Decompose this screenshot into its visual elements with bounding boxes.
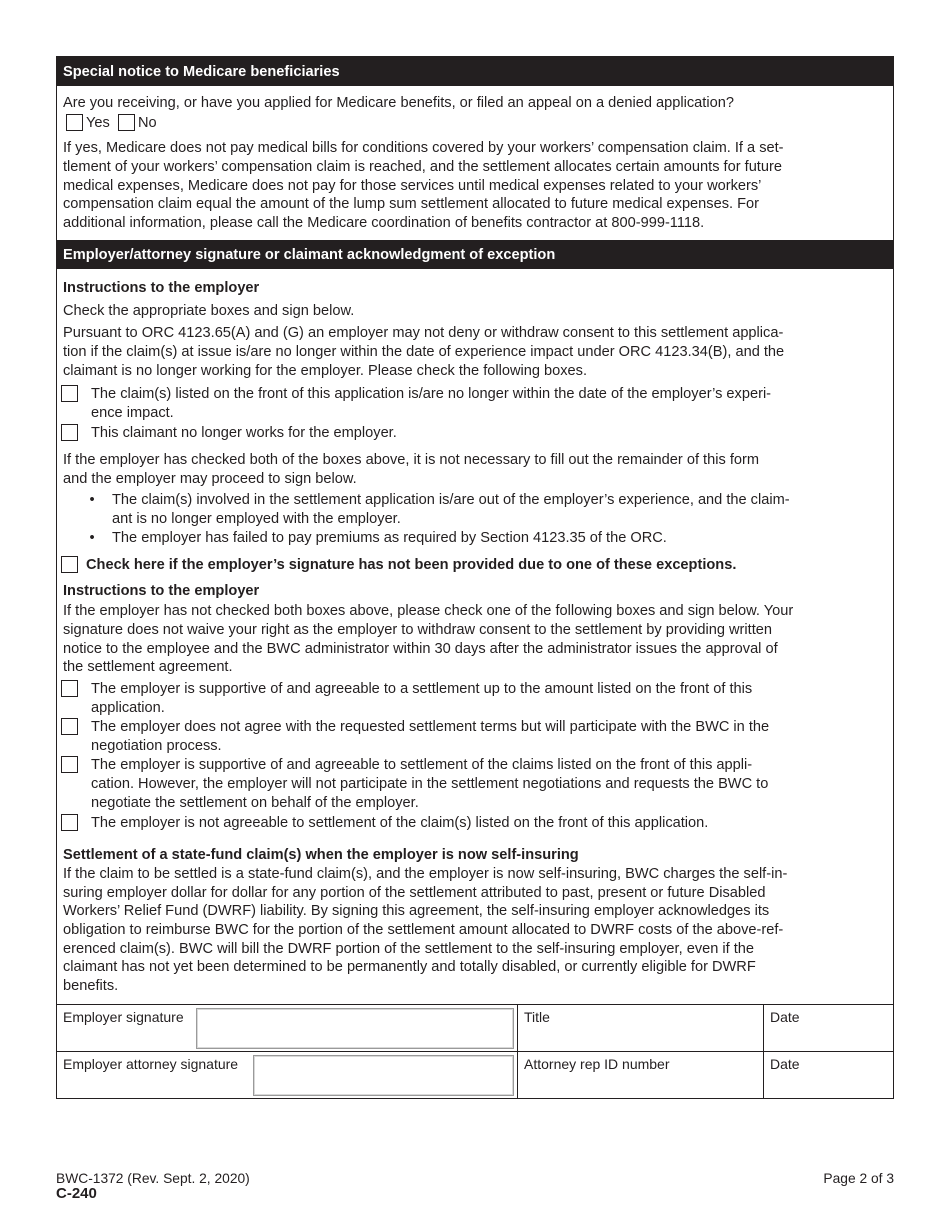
not-agree-participate-checkbox[interactable]: [61, 718, 78, 735]
exception-header: Employer/attorney signature or claimant acknowledgment of exception: [57, 240, 893, 269]
employer-signature-label: Employer signature: [63, 1009, 184, 1025]
attorney-signature-field[interactable]: [253, 1055, 514, 1096]
both-checked-line: and the employer may proceed to sign below.: [63, 471, 357, 487]
attorney-rep-id-field[interactable]: Attorney rep ID number: [524, 1056, 670, 1072]
statefund-line: obligation to reimburse BWC for the portion of the settlement amount allocated to DWRF costs of the above-ref-: [63, 922, 784, 938]
employer-signature-field[interactable]: [196, 1008, 514, 1049]
not-checked-line: the settlement agreement.: [63, 659, 233, 675]
not-checked-line: signature does not waive your right as the employer to withdraw consent to the settlement by providing written: [63, 622, 772, 638]
statefund-heading: Settlement of a state-fund claim(s) when the employer is now self-insuring: [63, 847, 579, 863]
bullet-line: ant is no longer employed with the employer.: [112, 511, 401, 527]
not-checked-line: notice to the employee and the BWC administrator within 30 days after the administrator issues the approval of: [63, 641, 778, 657]
medicare-yes-label: Yes: [86, 115, 110, 131]
medicare-paragraph-line: If yes, Medicare does not pay medical bills for conditions covered by your workers’ compensation claim. If a set-: [63, 140, 784, 156]
bullet-line: The claim(s) involved in the settlement application is/are out of the employer’s experience, and the claim-: [112, 492, 790, 508]
medicare-question: Are you receiving, or have you applied for Medicare benefits, or filed an appeal on a denied application?: [63, 95, 734, 111]
medicare-no-checkbox[interactable]: [118, 114, 135, 131]
exception-checkbox-label: Check here if the employer’s signature has not been provided due to one of these exceptions.: [86, 557, 737, 573]
statefund-line: Workers’ Relief Fund (DWRF) liability. By signing this agreement, the self-insuring employer acknowledges its: [63, 903, 770, 919]
check-instruction: Check the appropriate boxes and sign below.: [63, 303, 355, 319]
supportive-no-participate-checkbox[interactable]: [61, 756, 78, 773]
option-label-line: The employer does not agree with the requested settlement terms but will participate with the BWC in the: [91, 719, 770, 735]
statefund-line: erenced claim(s). BWC will bill the DWRF portion of the settlement to the self-insuring employer, even if the: [63, 941, 755, 957]
medicare-paragraph-line: additional information, please call the Medicare coordination of benefits contractor at 800-999-1118.: [63, 215, 705, 231]
option-label-line: negotiate the settlement on behalf of the employer.: [91, 795, 419, 811]
bullet-line: The employer has failed to pay premiums as required by Section 4123.35 of the ORC.: [112, 530, 667, 546]
statefund-line: suring employer dollar for dollar for any portion of the settlement attributed to past, present or future Disabled: [63, 885, 766, 901]
no-longer-works-label: This claimant no longer works for the employer.: [91, 425, 397, 441]
medicare-paragraph-line: compensation claim equal the amount of the lump sum settlement allocated to future medical expenses. For: [63, 196, 760, 212]
experience-impact-label-line: The claim(s) listed on the front of this application is/are no longer within the date of the employer’s experi-: [91, 386, 772, 402]
attorney-date-field[interactable]: Date: [770, 1056, 800, 1072]
statefund-line: If the claim to be settled is a state-fund claim(s), and the employer is now self-insuring, BWC charges the self-in-: [63, 866, 788, 882]
no-longer-works-checkbox[interactable]: [61, 424, 78, 441]
option-label: The employer is not agreeable to settlement of the claim(s) listed on the front of this application.: [91, 815, 709, 831]
attorney-signature-row: [57, 1052, 893, 1099]
both-checked-line: If the employer has checked both of the boxes above, it is not necessary to fill out the remainder of this form: [63, 452, 760, 468]
attorney-signature-label: Employer attorney signature: [63, 1056, 239, 1072]
bullet-icon: •: [89, 492, 95, 508]
medicare-paragraph-line: tlement of your workers’ compensation claim is reached, and the settlement allocates certain amounts for future: [63, 159, 782, 175]
page-number: Page 2 of 3: [823, 1171, 894, 1186]
not-agreeable-checkbox[interactable]: [61, 814, 78, 831]
supportive-amount-checkbox[interactable]: [61, 680, 78, 697]
statefund-line: benefits.: [63, 978, 119, 994]
not-checked-line: If the employer has not checked both boxes above, please check one of the following boxes and sign below. Your: [63, 603, 794, 619]
form-id: BWC-1372 (Rev. Sept. 2, 2020): [56, 1171, 250, 1186]
signature-table: [57, 1004, 893, 1072]
medicare-no-label: No: [138, 115, 157, 131]
medicare-yes-checkbox[interactable]: [66, 114, 83, 131]
option-label-line: The employer is supportive of and agreeable to settlement of the claims listed on the front of this appli-: [91, 757, 753, 773]
option-label-line: The employer is supportive of and agreeable to a settlement up to the amount listed on the front of this: [91, 681, 753, 697]
form-frame: [56, 56, 894, 1099]
statefund-line: claimant has not yet been determined to be permanently and totally disabled, or currently eligible for DWRF: [63, 959, 756, 975]
medicare-header: Special notice to Medicare beneficiaries: [57, 57, 893, 86]
exception-checkbox[interactable]: [61, 556, 78, 573]
pursuant-line: tion if the claim(s) at issue is/are no longer within the date of experience impact under ORC 4123.34(B), and the: [63, 344, 785, 360]
instructions-heading: Instructions to the employer: [63, 583, 260, 599]
option-label-line: application.: [91, 700, 165, 716]
title-field[interactable]: Title: [524, 1009, 550, 1025]
bullet-icon: •: [89, 530, 95, 546]
instructions-heading: Instructions to the employer: [63, 280, 260, 296]
option-label-line: negotiation process.: [91, 738, 222, 754]
experience-impact-checkbox[interactable]: [61, 385, 78, 402]
pursuant-line: Pursuant to ORC 4123.65(A) and (G) an employer may not deny or withdraw consent to this settlement applica-: [63, 325, 784, 341]
pursuant-line: claimant is no longer working for the employer. Please check the following boxes.: [63, 363, 588, 379]
form-code: C-240: [56, 1185, 97, 1202]
medicare-paragraph-line: medical expenses, Medicare does not pay for those services until medical expenses related to your workers’: [63, 178, 762, 194]
employer-date-field[interactable]: Date: [770, 1009, 800, 1025]
employer-signature-row: [57, 1005, 893, 1052]
option-label-line: cation. However, the employer will not participate in the settlement negotiations and requests the BWC to: [91, 776, 769, 792]
experience-impact-label-line: ence impact.: [91, 405, 174, 421]
